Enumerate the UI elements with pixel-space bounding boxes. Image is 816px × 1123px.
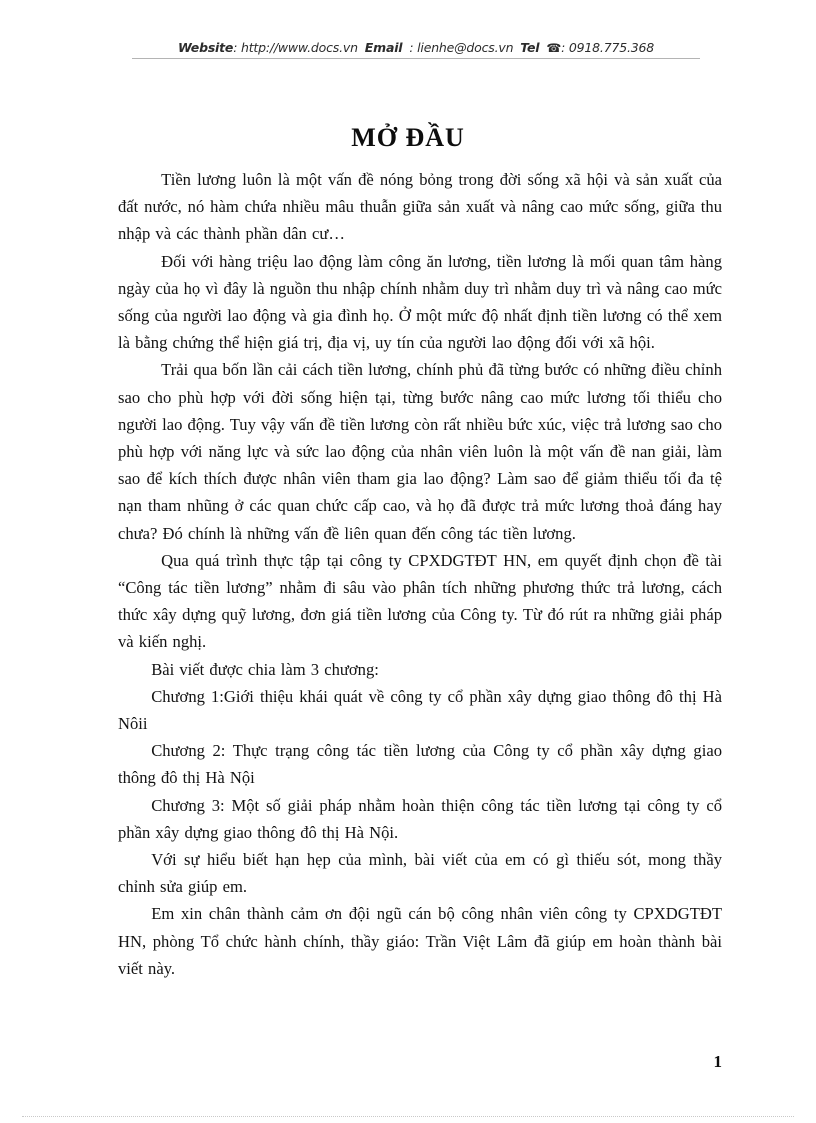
telephone-icon: ☎	[546, 41, 562, 55]
paragraph: Đối với hàng triệu lao động làm công ăn lương, tiền lương là mối quan tâm hàng ngày của họ vì đây là nguồn thu nhập chính nhằm duy trì nhằm duy trì và nâng cao mức sống của người lao động và gia đình họ. Ở một mức độ nhất định tiền lương có thể xem là bằng chứng thể hiện giá trị, địa vị, uy tín của người lao động đối với xã hội.	[118, 251, 722, 353]
header-contact-line	[132, 40, 700, 55]
chapter-entry: Chương 3: Một số giải pháp nhằm hoàn thiện công tác tiền lương tại công ty cổ phần xây dựng giao thông đô thị Hà Nội.	[118, 795, 722, 842]
page-number: 1	[713, 1052, 722, 1071]
page-bottom-divider	[22, 1116, 794, 1117]
page-header	[132, 40, 700, 59]
paragraph: Qua quá trình thực tập tại công ty CPXDGTĐT HN, em quyết định chọn đề tài “Công tác tiền lương” nhằm đi sâu vào phân tích những phương thức trả lương, cách thức xây dựng quỹ lương, đơn giá tiền lương của Công ty. Từ đó rút ra những giải pháp và kiến nghị.	[118, 550, 722, 652]
paragraph: Bài viết được chia làm 3 chương:	[151, 659, 379, 679]
paragraph: Trải qua bốn lần cải cách tiền lương, chính phủ đã từng bước có những điều chỉnh sao cho phù hợp với đời sống hiện tại, từng bước nâng cao mức lương tối thiểu cho người lao động. Tuy vậy vấn đề tiền lương còn rất nhiều bức xúc, việc trả lương sao cho phù hợp với năng lực và sức lao động của nhân viên luôn là một vấn đề nan giải, làm sao để kích thích được nhân viên tham gia lao động? Làm sao để giảm thiểu tối đa tệ nạn tham nhũng ở các quan chức cấp cao, và họ đã được trả mức lương thoả đáng hay chưa? Đó chính là những vấn đề liên quan đến công tác tiền lương.	[118, 360, 722, 543]
document-body	[118, 166, 722, 982]
header-website-value: : http://www.docs.vn	[233, 40, 358, 55]
paragraph: Tiền lương luôn là một vấn đề nóng bỏng trong đời sống xã hội và sản xuất của đất nước, nó hàm chứa nhiều mâu thuẫn giữa sản xuất và nâng cao mức sống, giữa thu nhập và các thành phần dân cư…	[118, 170, 722, 244]
header-email-value: : lienhe@docs.vn	[409, 40, 514, 55]
chapter-entry: Chương 2: Thực trạng công tác tiền lương của Công ty cổ phần xây dựng giao thông đô thị Hà Nội	[118, 741, 722, 788]
header-tel-value: : 0918.775.368	[561, 40, 654, 55]
chapter-entry: Chương 1:Giới thiệu khái quát về công ty cổ phần xây dựng giao thông đô thị Hà Nôii	[118, 686, 722, 734]
header-tel-label: Tel	[520, 40, 540, 55]
header-divider	[132, 58, 700, 59]
header-website-label: Website	[178, 40, 234, 55]
page-title: MỞ ĐẦU	[351, 123, 465, 153]
paragraph: Em xin chân thành cảm ơn đội ngũ cán bộ công nhân viên công ty CPXDGTĐT HN, phòng Tổ chức hành chính, thầy giáo: Trần Việt Lâm đã giúp em hoàn thành bài viết này.	[118, 904, 722, 978]
paragraph: Với sự hiểu biết hạn hẹp của mình, bài viết của em có gì thiếu sót, mong thầy chỉnh sửa giúp em.	[118, 850, 722, 897]
header-email-label: Email	[364, 40, 403, 55]
